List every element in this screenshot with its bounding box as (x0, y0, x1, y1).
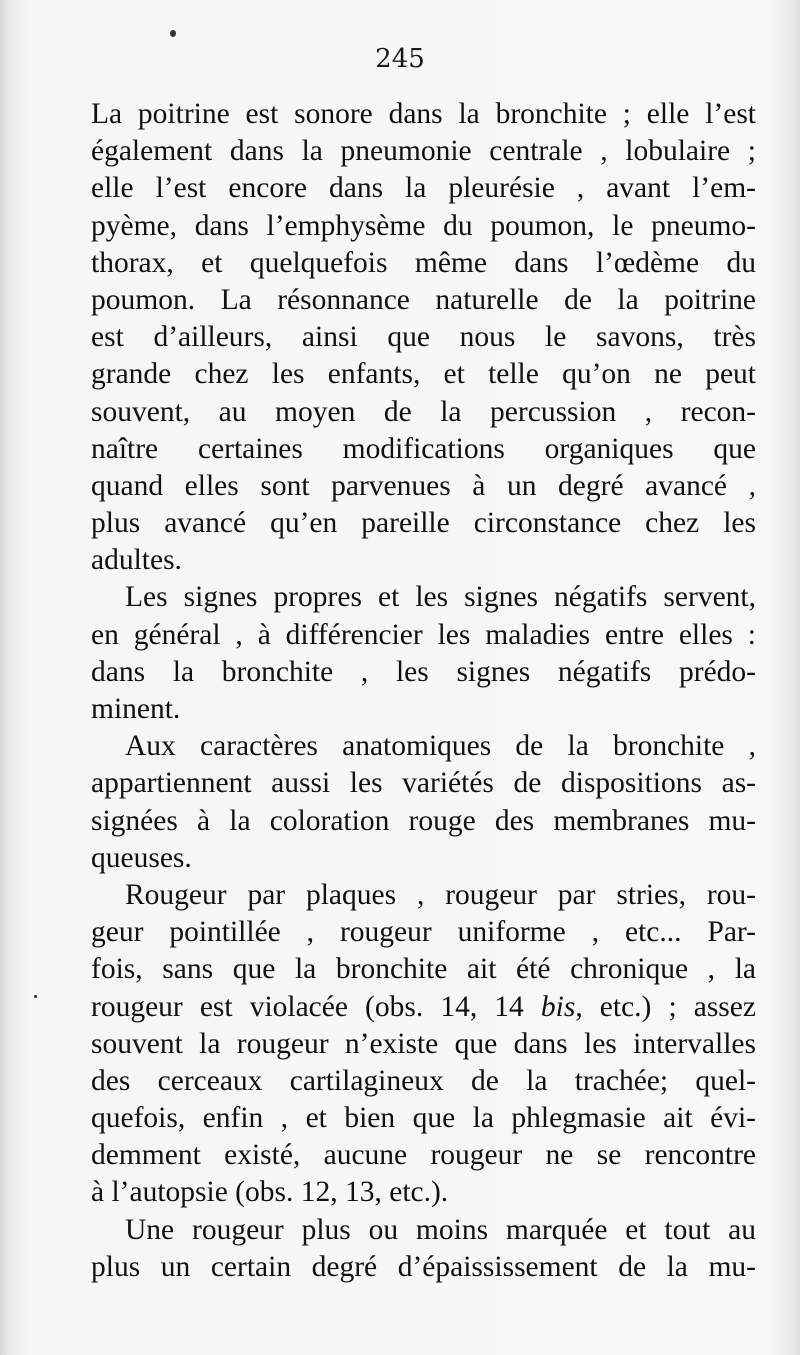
paragraph-2 (91, 579, 756, 728)
text-line: plus un certain degré d’épaississement de la mu- (91, 1250, 756, 1283)
text-line: dans la bronchite , les signes négatifs prédo- (91, 655, 756, 688)
paragraph-5 (91, 1212, 756, 1286)
text-line: Les signes propres et les signes négatifs servent, (125, 581, 756, 614)
text-line: fois, sans que la bronchite ait été chronique , la (91, 953, 756, 986)
text-line: minent. (91, 693, 181, 725)
text-line: plus avancé qu’en pareille circonstance chez les (91, 507, 756, 540)
paragraph-1 (91, 96, 756, 579)
body-text (91, 96, 756, 1286)
text-line: pyème, dans l’emphysème du poumon, le pneumo- (91, 209, 756, 242)
text-line: quefois, enfin , et bien que la phlegmasie ait évi- (91, 1102, 756, 1135)
text-line: La poitrine est sonore dans la bronchite ; elle l’est (91, 98, 756, 130)
page-number: 245 (375, 44, 425, 74)
text-line: appartiennent aussi les variétés de dispositions as- (91, 767, 756, 800)
text-line: quand elles sont parvenues à un degré avancé , (91, 469, 756, 502)
text-line: des cerceaux cartilagineux de la trachée; quel- (91, 1064, 756, 1097)
text-line: geur pointillée , rougeur uniforme , etc... Par- (91, 916, 756, 949)
text-line: elle l’est encore dans la pleurésie , avant l’em- (91, 172, 756, 205)
paragraph-3 (91, 728, 756, 877)
text-line: rougeur est violacée (obs. 14, 14 bis, etc.) ; assez (91, 990, 756, 1023)
text-line: Rougeur par plaques , rougeur par stries, rou- (125, 878, 756, 911)
text-line: souvent, au moyen de la percussion , recon- (91, 395, 756, 428)
text-line: est d’ailleurs, ainsi que nous le savons, très (91, 321, 756, 354)
text-line: thorax, et quelquefois même dans l’œdème du (91, 246, 756, 279)
text-line: en général , à différencier les maladies entre elles : (91, 618, 756, 651)
text-line: à l’autopsie (obs. 12, 13, etc.). (91, 1176, 449, 1209)
text-line: queuses. (91, 841, 192, 874)
ink-speck (34, 995, 37, 998)
text-line: demment existé, aucune rougeur ne se rencontre (91, 1139, 756, 1172)
text-line: grande chez les enfants, et telle qu’on ne peut (91, 358, 756, 391)
text-line: adultes. (91, 544, 182, 577)
paragraph-4 (91, 877, 756, 1212)
text-line: signées à la coloration rouge des membranes mu- (91, 804, 756, 837)
ink-speck (170, 30, 176, 37)
text-line: souvent la rougeur n’existe que dans les intervalles (91, 1027, 756, 1060)
text-line: également dans la pneumonie centrale , lobulaire ; (91, 135, 756, 168)
text-line: Une rougeur plus ou moins marquée et tout au (125, 1213, 756, 1246)
text-line: naître certaines modifications organiques que (91, 432, 756, 465)
text-line: Aux caractères anatomiques de la bronchite , (125, 730, 756, 763)
text-line: poumon. La résonnance naturelle de la poitrine (91, 283, 756, 316)
